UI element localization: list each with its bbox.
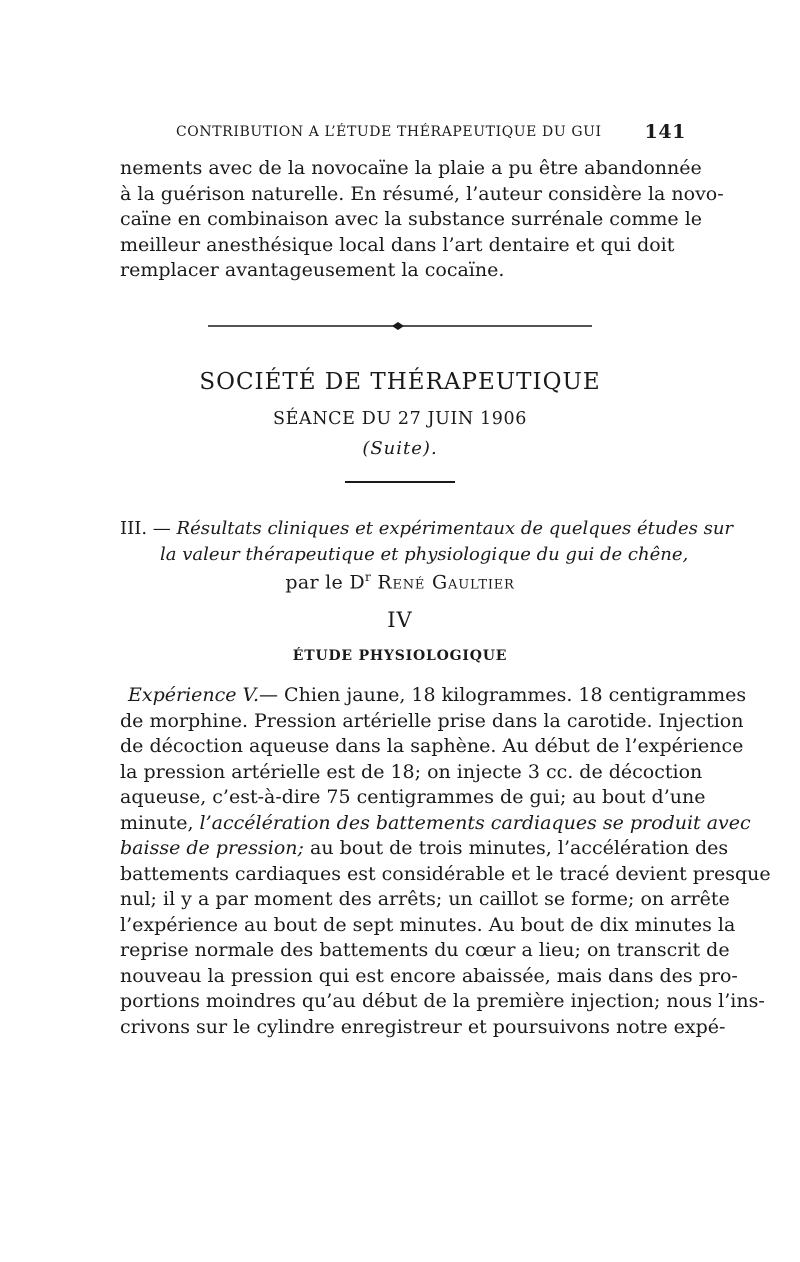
running-head [176,121,686,143]
text-line: nouveau la pression qui est encore abaissée, mais dans des pro- [120,964,738,987]
text-line [120,811,751,837]
text-line: à la guérison naturelle. En résumé, l’auteur considère la novo- [120,182,724,205]
experiment-paragraph [120,683,771,1040]
author-prefix: par le D [285,571,365,594]
author-name: René Gaultier [377,571,515,594]
text-line: de décoction aqueuse dans la saphène. Au début de l’expérience [120,735,744,757]
text-line: meilleur anesthésique local dans l’art dentaire et qui doit [120,233,675,256]
suite-label: (Suite). [362,438,438,459]
author-sup: r [364,570,372,584]
text-line: de morphine. Pression artérielle prise dans la carotide. Injection [120,709,744,732]
text-span: minute, [120,811,194,834]
continuation-paragraph [120,156,724,284]
article-title-text: Résultats cliniques et expérimentaux de quelques études sur [176,518,734,539]
text-line: nements avec de la novocaïne la plaie a pu être abandonnée [120,157,702,179]
article-title [120,516,734,567]
text-line: caïne en combinaison avec la substance surrénale comme le [120,208,703,230]
text-line: l’expérience au bout de sept minutes. Au bout de dix minutes la [120,913,736,936]
diamond-ornament-icon [392,322,404,330]
text-line: crivons sur le cylindre enregistreur et poursuivons notre expé- [120,1015,726,1038]
ornamental-rule [208,321,592,331]
seance-date: SÉANCE DU 27 JUIN 1906 [273,409,527,429]
society-heading: SOCIÉTÉ DE THÉRAPEUTIQUE [199,369,601,395]
text-line: portions moindres qu’au début de la première injection; nous l’ins- [120,990,765,1012]
article-title-line: la valeur thérapeutique et physiologique du gui de chêne, [160,543,689,565]
author-line [0,570,800,593]
article-title-line [120,516,734,542]
part-title: ÉTUDE PHYSIOLOGIQUE [292,648,508,664]
text-span: — Chien jaune, 18 kilogrammes. 18 centigrammes [259,684,747,706]
text-line: la pression artérielle est de 18; on injecte 3 cc. de décoction [120,760,703,783]
page-number: 141 [644,121,686,143]
text-line: nul; il y a par moment des arrêts; un caillot se forme; on arrête [120,888,730,910]
running-head-title: CONTRIBUTION A L’ÉTUDE THÉRAPEUTIQUE DU GUI [176,124,602,140]
text-line [120,836,729,862]
article-number: III. — [120,518,171,539]
experiment-label: Expérience V. [128,684,259,706]
text-line: battements cardiaques est considérable et le tracé devient presque [120,862,771,885]
part-number: IV [387,608,413,632]
italic-span: baisse de pression; [120,837,304,859]
text-span: au bout de trois minutes, l’accélération des [310,837,729,859]
text-line: reprise normale des battements du cœur a lieu; on transcrit de [120,939,730,961]
short-rule [345,481,455,483]
text-line [120,683,747,709]
italic-span: l’accélération des battements cardiaques se produit avec [199,811,751,834]
text-line: remplacer avantageusement la cocaïne. [120,259,505,281]
text-line: aqueuse, c’est-à-dire 75 centigrammes de gui; au bout d’une [120,786,706,808]
